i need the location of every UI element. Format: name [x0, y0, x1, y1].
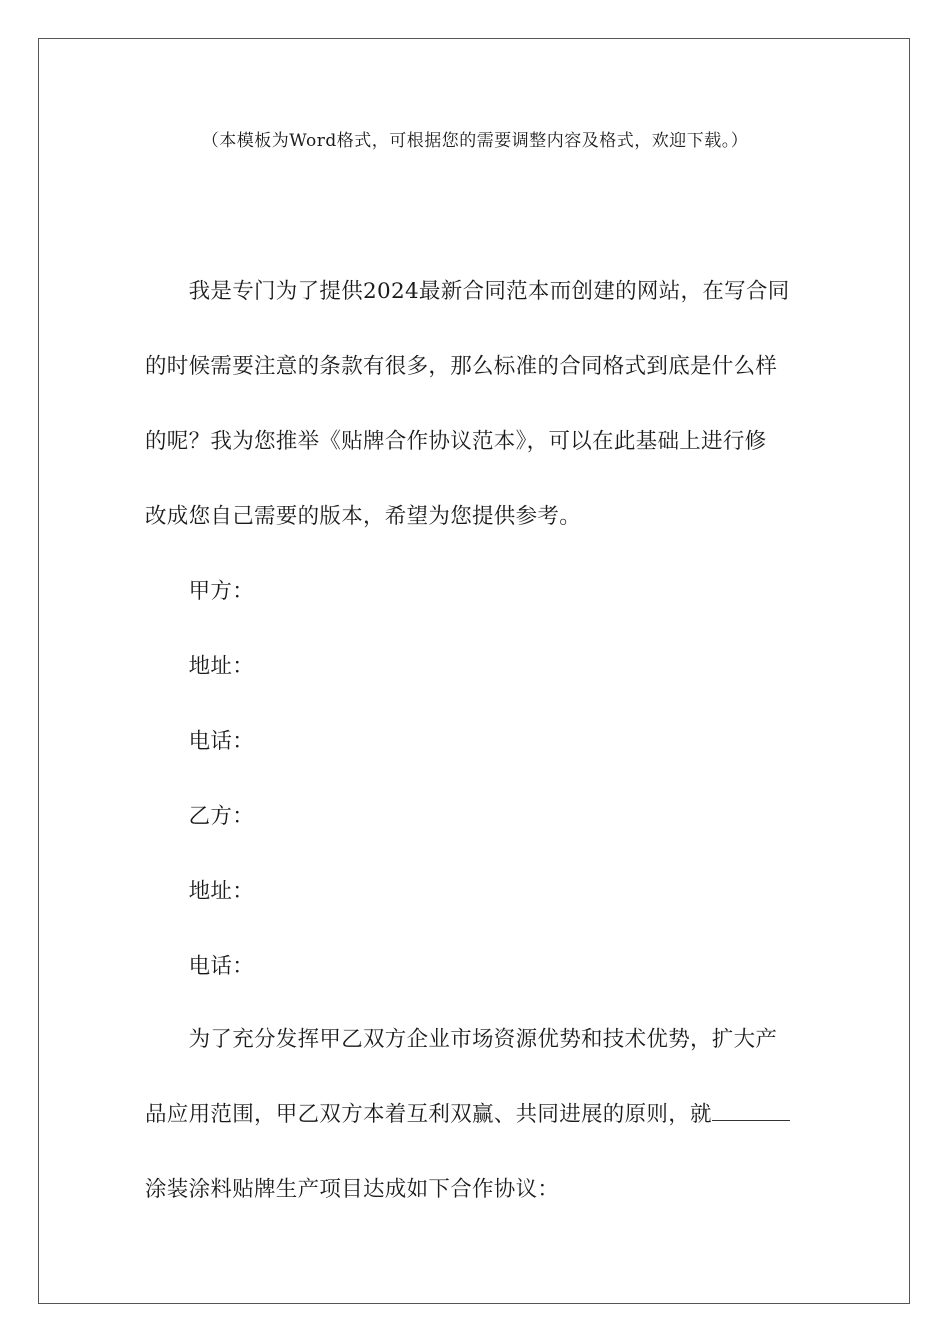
intro-line-2: 的时候需要注意的条款有很多，那么标准的合同格式到底是什么样 — [145, 354, 778, 379]
party-a-address-label: 地址： — [145, 654, 255, 679]
party-a-label: 甲方： — [145, 579, 255, 604]
party-b-phone-label: 电话： — [145, 954, 255, 979]
party-a-phone-label: 电话： — [145, 729, 255, 754]
template-note: （本模板为Word格式，可根据您的需要调整内容及格式，欢迎下载。） — [201, 131, 749, 151]
purpose-line-2-text: 品应用范围，甲乙双方本着互利双赢、共同进展的原则，就 — [145, 1102, 712, 1127]
purpose-line-3: 涂装涂料贴牌生产项目达成如下合作协议： — [145, 1177, 560, 1202]
intro-line-4: 改成您自己需要的版本，希望为您提供参考。 — [145, 504, 582, 529]
intro-line-3: 的呢？我为您推举《贴牌合作协议范本》，可以在此基础上进行修 — [145, 429, 767, 454]
purpose-line-1: 为了充分发挥甲乙双方企业市场资源优势和技术优势，扩大产 — [145, 1027, 778, 1052]
project-name-blank — [712, 1102, 790, 1121]
party-b-address-label: 地址： — [145, 879, 255, 904]
party-b-label: 乙方： — [145, 804, 255, 829]
intro-line-1: 我是专门为了提供2024最新合同范本而创建的网站，在写合同 — [145, 279, 790, 304]
purpose-line-2 — [145, 1097, 805, 1128]
